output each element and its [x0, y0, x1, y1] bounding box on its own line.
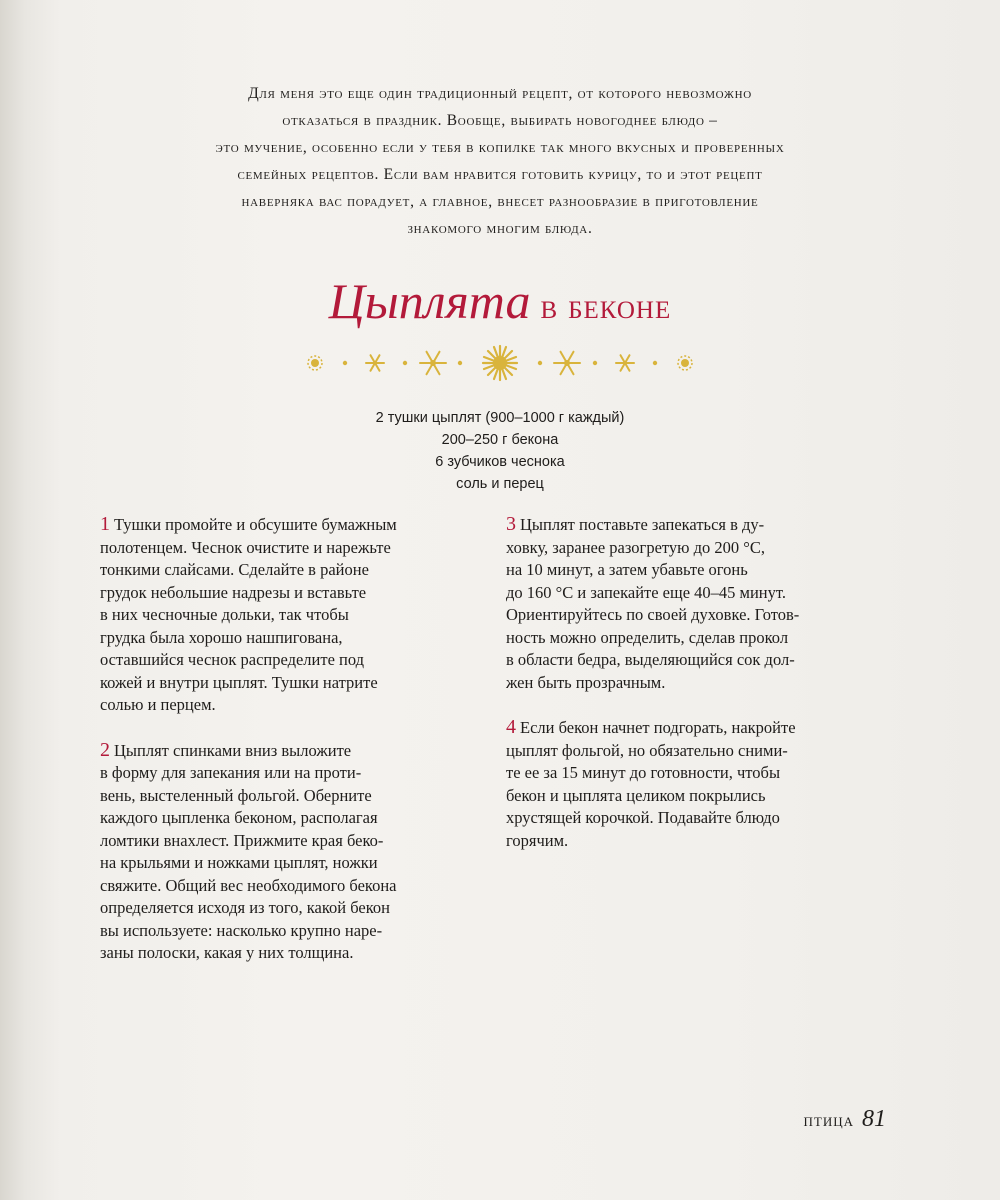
step-line: определяется исходя из того, какой бекон — [100, 898, 390, 917]
intro-line: это мучение, особенно если у тебя в копилке так много вкусных и проверенных — [215, 139, 785, 156]
step-line: на крыльями и ножками цыплят, ножки — [100, 853, 378, 872]
step-line: оставшийся чеснок распределите под — [100, 650, 365, 669]
step-line: на 10 минут, а затем убавьте огонь — [506, 560, 748, 579]
step-line: вень, выстеленный фольгой. Оберните — [100, 785, 372, 805]
step-line: свяжите. Общий вес необходимого бекона — [100, 875, 397, 895]
recipe-step — [506, 513, 891, 694]
recipe-title — [0, 272, 1000, 330]
step-line: ломтики внахлест. Прижмите края беко- — [100, 830, 384, 850]
step-number: 2 — [100, 738, 110, 761]
step-line: в форму для запекания или на проти- — [100, 763, 362, 782]
recipe-step — [100, 513, 485, 717]
step-line: Тушки промойте и обсушите бумажным — [114, 515, 397, 534]
step-line: до 160 °C и запекайте еще 40–45 минут. — [506, 582, 786, 602]
step-line: бекон и цыплята целиком покрылись — [506, 785, 766, 805]
step-line: грудок небольшие надрезы и вставьте — [100, 582, 367, 602]
intro-line: семейных рецептов. Если вам нравится готовить курицу, то и этот рецепт — [237, 166, 763, 183]
step-line: тонкими слайсами. Сделайте в районе — [100, 560, 369, 579]
step-line: кожей и внутри цыплят. Тушки натрите — [100, 672, 378, 692]
step-number: 1 — [100, 513, 110, 535]
recipe-title-plain: в беконе — [530, 286, 672, 326]
step-line: жен быть прозрачным. — [506, 672, 666, 692]
step-number: 4 — [506, 716, 516, 738]
snowflake-ornament-icon — [300, 343, 700, 383]
step-line: Цыплят спинками вниз выложите — [114, 740, 352, 760]
intro-line: знакомого многим блюда. — [407, 220, 593, 237]
recipe-step — [100, 739, 485, 965]
step-line: в области бедра, выделяющийся сок дол- — [506, 650, 795, 669]
step-line: в них чесночные дольки, так чтобы — [100, 605, 349, 624]
step-line: ность можно определить, сделав прокол — [506, 627, 789, 647]
step-line: каждого цыпленка беконом, располагая — [100, 808, 378, 827]
ingredient-item: соль и перец — [456, 476, 544, 492]
step-line: заны полоски, какая у них толщина. — [100, 943, 354, 962]
intro-line: Для меня это еще один традиционный рецепт, от которого невозможно — [248, 85, 752, 102]
step-line: цыплят фольгой, но обязательно сними- — [506, 740, 788, 760]
step-line: хрустящей корочкой. Подавайте блюдо — [506, 808, 780, 827]
recipe-title-script: Цыплята — [328, 273, 531, 329]
step-line: Если бекон начнет подгорать, накройте — [520, 718, 796, 737]
page-footer — [804, 1106, 887, 1133]
step-line: Ориентируйтесь по своей духовке. Готов- — [506, 605, 800, 624]
section-name: птица — [803, 1110, 854, 1130]
intro-paragraph — [140, 80, 860, 242]
ingredient-item: 6 зубчиков чеснока — [435, 454, 565, 470]
step-line: солью и перцем. — [100, 695, 216, 714]
intro-line: отказаться в праздник. Вообще, выбирать новогоднее блюдо – — [282, 112, 718, 129]
step-line: вы используете: насколько крупно наре- — [100, 920, 383, 940]
ingredient-item: 200–250 г бекона — [441, 432, 559, 448]
step-line: Цыплят поставьте запекаться в ду- — [520, 515, 765, 534]
intro-line: наверняка вас порадует, а главное, внесет разнообразие в приготовление — [241, 193, 759, 210]
ingredients-list — [300, 407, 700, 495]
step-line: ховку, заранее разогретую до 200 °C, — [506, 537, 765, 557]
page-number: 81 — [862, 1106, 886, 1132]
steps-column-left — [100, 513, 485, 987]
step-number: 3 — [506, 513, 516, 535]
steps-column-right — [506, 513, 891, 874]
step-line: те ее за 15 минут до готовности, чтобы — [506, 763, 781, 782]
ingredient-item: 2 тушки цыплят (900–1000 г каждый) — [375, 410, 625, 426]
step-line: грудка была хорошо нашпигована, — [100, 627, 343, 647]
step-line: горячим. — [506, 830, 569, 850]
recipe-step — [506, 716, 891, 852]
step-line: полотенцем. Чеснок очистите и нарежьте — [100, 537, 391, 557]
